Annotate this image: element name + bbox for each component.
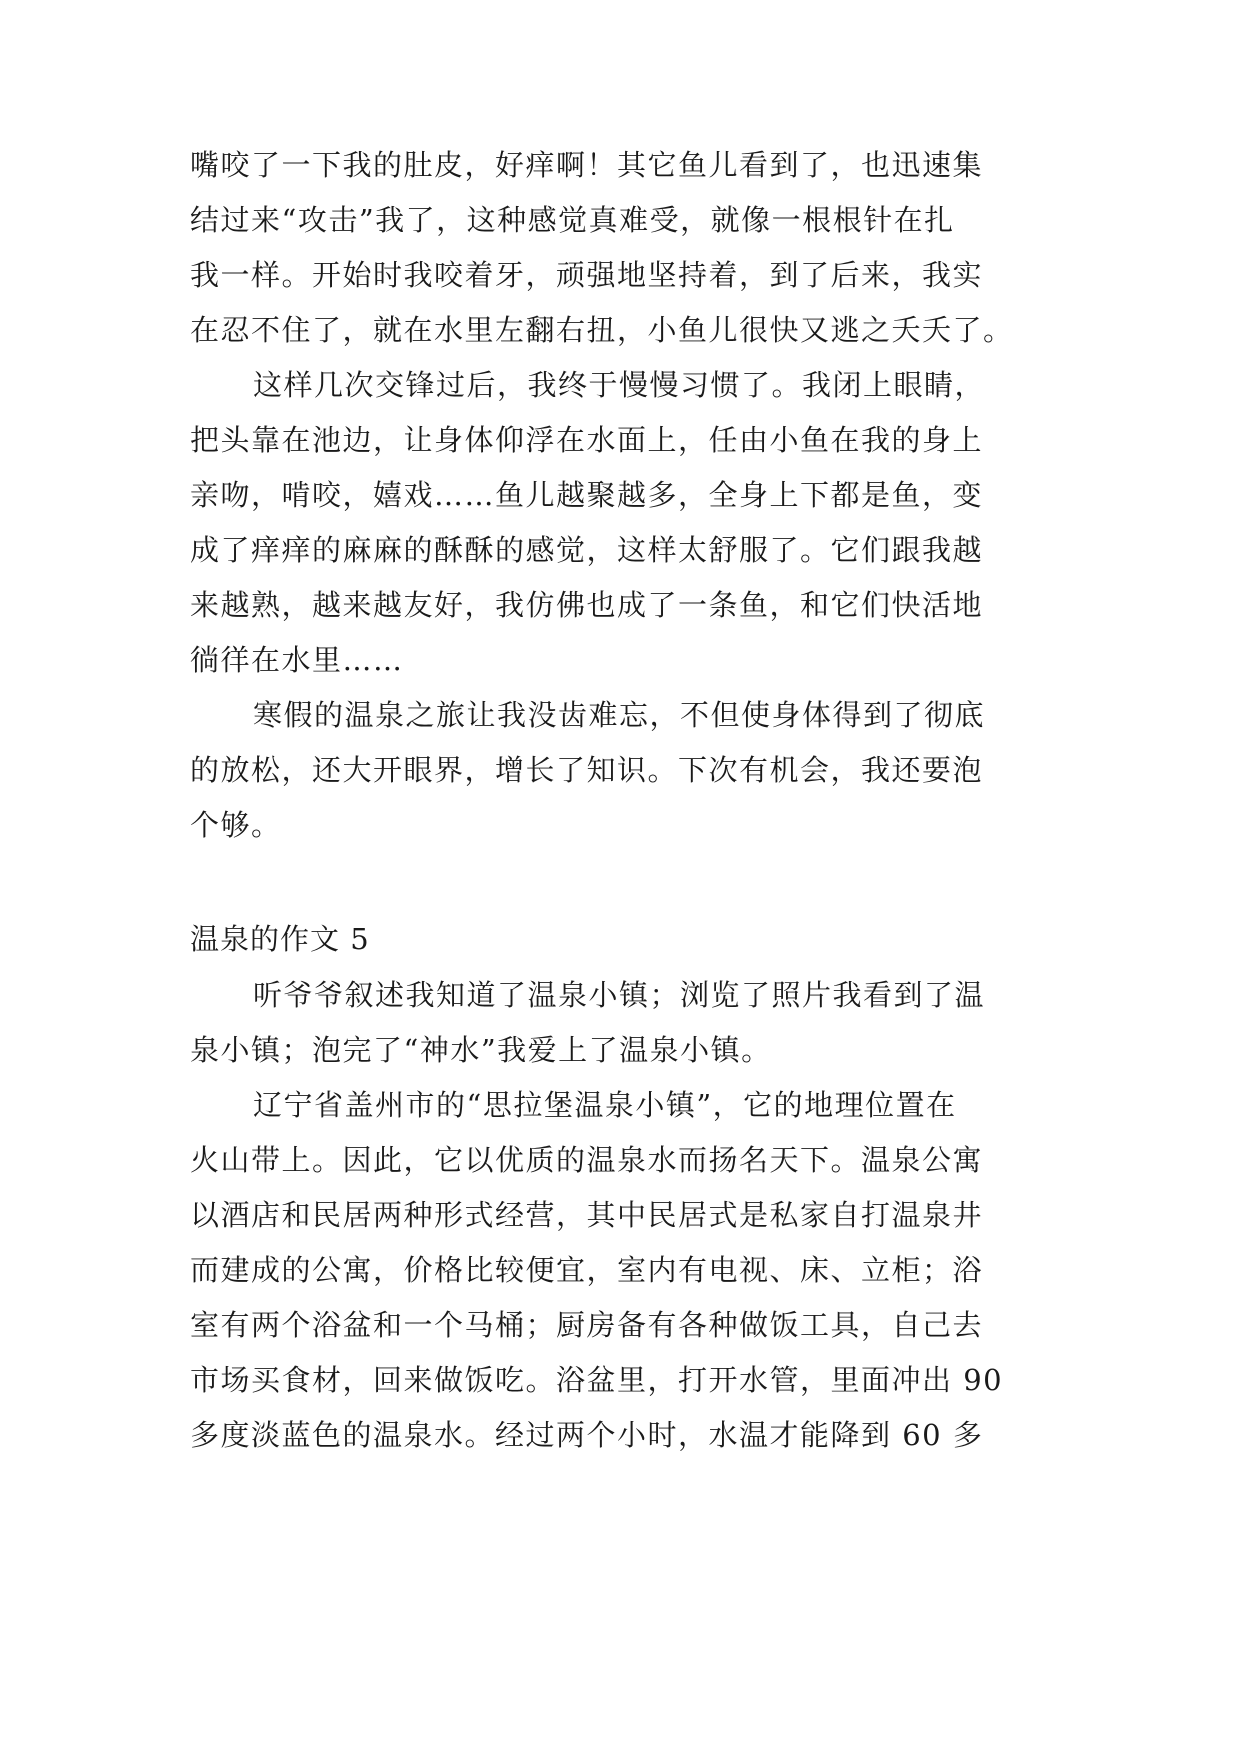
paragraph-line: 我一样。开始时我咬着牙，顽强地坚持着，到了后来，我实 — [190, 258, 984, 292]
paragraph-line: 辽宁省盖州市的“思拉堡温泉小镇”，它的地理位置在 — [253, 1088, 957, 1122]
paragraph-line: 寒假的温泉之旅让我没齿难忘，不但使身体得到了彻底 — [253, 698, 986, 732]
paragraph-line: 以酒店和民居两种形式经营，其中民居式是私家自打温泉井 — [190, 1198, 984, 1232]
paragraph-line: 个够。 — [190, 808, 282, 842]
paragraph-line: 室有两个浴盆和一个马桶；厨房备有各种做饭工具，自己去 — [190, 1308, 984, 1342]
paragraph-line: 把头靠在池边，让身体仰浮在水面上，任由小鱼在我的身上 — [190, 423, 984, 457]
paragraph-line: 这样几次交锋过后，我终于慢慢习惯了。我闭上眼睛， — [253, 368, 986, 402]
paragraph-line: 听爷爷叙述我知道了温泉小镇；浏览了照片我看到了温 — [253, 978, 986, 1012]
paragraph-line: 成了痒痒的麻麻的酥酥的感觉，这样太舒服了。它们跟我越 — [190, 533, 984, 567]
paragraph-line: 徜徉在水里…… — [190, 643, 404, 677]
paragraph-line: 嘴咬了一下我的肚皮，好痒啊！其它鱼儿看到了，也迅速集 — [190, 148, 984, 182]
paragraph-line: 多度淡蓝色的温泉水。经过两个小时，水温才能降到 60 多 — [190, 1418, 984, 1452]
paragraph-line: 的放松，还大开眼界，增长了知识。下次有机会，我还要泡 — [190, 753, 984, 787]
paragraph-line: 结过来“攻击”我了，这种感觉真难受，就像一根根针在扎 — [190, 203, 955, 237]
paragraph-line: 火山带上。因此，它以优质的温泉水而扬名天下。温泉公寓 — [190, 1143, 984, 1177]
paragraph-line: 来越熟，越来越友好，我仿佛也成了一条鱼，和它们快活地 — [190, 588, 984, 622]
paragraph-line: 而建成的公寓，价格比较便宜，室内有电视、床、立柜；浴 — [190, 1253, 984, 1287]
paragraph-line: 市场买食材，回来做饭吃。浴盆里，打开水管，里面冲出 90 — [190, 1363, 1004, 1397]
paragraph-line: 在忍不住了，就在水里左翻右扭，小鱼儿很快又逃之夭夭了。 — [190, 313, 1014, 347]
paragraph-line: 亲吻，啃咬，嬉戏……鱼儿越聚越多，全身上下都是鱼，变 — [190, 478, 984, 512]
paragraph-line: 泉小镇；泡完了“神水”我爱上了温泉小镇。 — [190, 1033, 772, 1067]
section-title: 温泉的作文 5 — [190, 922, 370, 956]
